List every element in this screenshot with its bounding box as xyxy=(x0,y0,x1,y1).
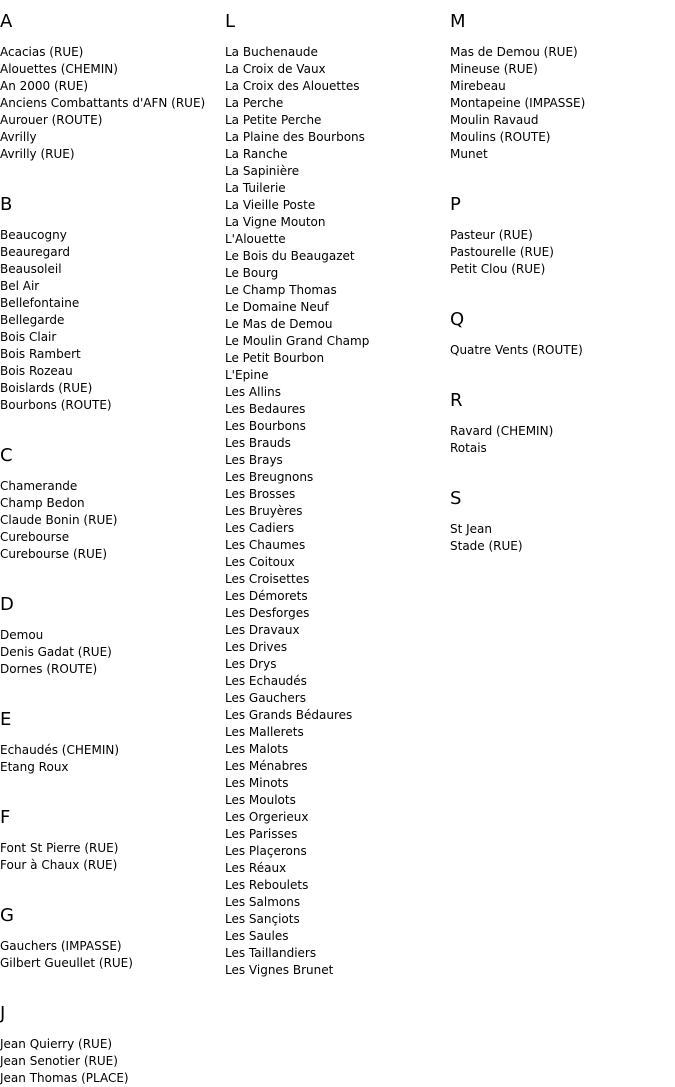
list-item xyxy=(0,95,225,112)
list-item xyxy=(0,112,225,129)
street-link-demou[interactable]: Demou xyxy=(0,628,44,642)
list-item xyxy=(450,146,675,163)
list-item xyxy=(450,538,675,555)
group-spacer xyxy=(0,972,225,992)
street-link-les-salmons[interactable]: Les Salmons xyxy=(225,895,301,909)
list-item xyxy=(225,231,450,248)
letter-group-g xyxy=(0,894,225,972)
street-link-le-petit-bourbon[interactable]: Le Petit Bourbon xyxy=(225,351,325,365)
street-link-la-tuilerie[interactable]: La Tuilerie xyxy=(225,181,286,195)
list-item xyxy=(450,129,675,146)
street-link-la-buchenaude[interactable]: La Buchenaude xyxy=(225,45,318,59)
list-item xyxy=(450,112,675,129)
letter-group-c xyxy=(0,434,225,563)
list-item xyxy=(0,363,225,380)
list-item xyxy=(225,265,450,282)
list-item xyxy=(225,537,450,554)
street-link-mineuse-rue[interactable]: Mineuse (RUE) xyxy=(450,62,538,76)
list-item xyxy=(0,78,225,95)
street-link-les-parisses[interactable]: Les Parisses xyxy=(225,827,298,841)
street-list xyxy=(450,44,675,163)
letter-group-s xyxy=(450,477,675,555)
street-link-petit-clou-rue[interactable]: Petit Clou (RUE) xyxy=(450,262,546,276)
letter-group-f xyxy=(0,796,225,874)
list-item xyxy=(225,316,450,333)
group-spacer xyxy=(450,457,675,477)
street-link-le-champ-thomas[interactable]: Le Champ Thomas xyxy=(225,283,337,297)
street-link-la-plaine-des-bourbons[interactable]: La Plaine des Bourbons xyxy=(225,130,365,144)
street-link-dornes-route[interactable]: Dornes (ROUTE) xyxy=(0,662,98,676)
directory-column-3 xyxy=(450,0,675,555)
letter-group-m xyxy=(450,0,675,163)
list-item xyxy=(0,955,225,972)
street-link-chamerande[interactable]: Chamerande xyxy=(0,479,78,493)
list-item xyxy=(225,146,450,163)
street-link-echaudes-chemin[interactable]: Echaudés (CHEMIN) xyxy=(0,743,120,757)
street-link-les-taillandiers[interactable]: Les Taillandiers xyxy=(225,946,317,960)
list-item xyxy=(0,857,225,874)
street-link-la-sapiniere[interactable]: La Sapinière xyxy=(225,164,300,178)
letter-heading: P xyxy=(450,194,461,215)
street-link-four-a-chaux-rue[interactable]: Four à Chaux (RUE) xyxy=(0,858,118,872)
letter-group-b xyxy=(0,183,225,414)
list-item xyxy=(225,622,450,639)
list-item xyxy=(225,452,450,469)
list-item xyxy=(450,261,675,278)
letter-group-d xyxy=(0,583,225,678)
street-link-le-bois-du-beaugazet[interactable]: Le Bois du Beaugazet xyxy=(225,249,355,263)
list-item xyxy=(225,44,450,61)
street-link-la-croix-de-vaux[interactable]: La Croix de Vaux xyxy=(225,62,326,76)
list-item xyxy=(0,278,225,295)
street-link-aurouer-route[interactable]: Aurouer (ROUTE) xyxy=(0,113,103,127)
street-link-font-st-pierre-rue[interactable]: Font St Pierre (RUE) xyxy=(0,841,119,855)
list-item xyxy=(0,1053,225,1070)
list-item xyxy=(450,342,675,359)
street-list xyxy=(0,44,225,163)
street-link-les-malots[interactable]: Les Malots xyxy=(225,742,289,756)
letter-heading: E xyxy=(0,709,12,730)
list-item xyxy=(0,546,225,563)
letter-heading: B xyxy=(0,194,13,215)
street-link-mirebeau[interactable]: Mirebeau xyxy=(450,79,506,93)
street-link-ravard-chemin[interactable]: Ravard (CHEMIN) xyxy=(450,424,554,438)
street-link-l-alouette[interactable]: L'Alouette xyxy=(225,232,286,246)
list-item xyxy=(225,367,450,384)
street-link-l-epine[interactable]: L'Epine xyxy=(225,368,269,382)
letter-heading: M xyxy=(450,11,466,32)
street-link-les-cadiers[interactable]: Les Cadiers xyxy=(225,521,295,535)
list-item xyxy=(225,962,450,979)
list-item xyxy=(0,1036,225,1053)
list-item xyxy=(225,843,450,860)
street-link-curebourse[interactable]: Curebourse xyxy=(0,530,70,544)
letter-heading: L xyxy=(225,11,236,32)
list-item xyxy=(0,61,225,78)
street-list xyxy=(0,478,225,563)
list-item xyxy=(0,1070,225,1087)
street-link-les-minots[interactable]: Les Minots xyxy=(225,776,289,790)
letter-group-j xyxy=(0,992,225,1087)
street-link-les-drives[interactable]: Les Drives xyxy=(225,640,288,654)
street-link-rotais[interactable]: Rotais xyxy=(450,441,487,455)
list-item xyxy=(450,227,675,244)
street-link-boislards-rue[interactable]: Boislards (RUE) xyxy=(0,381,93,395)
list-item xyxy=(450,244,675,261)
street-link-claude-bonin-rue[interactable]: Claude Bonin (RUE) xyxy=(0,513,118,527)
street-link-les-gauchers[interactable]: Les Gauchers xyxy=(225,691,306,705)
street-link-les-bourbons[interactable]: Les Bourbons xyxy=(225,419,306,433)
street-list xyxy=(450,521,675,555)
street-list xyxy=(0,227,225,414)
list-item xyxy=(0,44,225,61)
street-link-les-allins[interactable]: Les Allins xyxy=(225,385,281,399)
list-item xyxy=(450,440,675,457)
street-link-gilbert-gueullet-rue[interactable]: Gilbert Gueullet (RUE) xyxy=(0,956,133,970)
group-spacer xyxy=(450,163,675,183)
street-link-les-breugnons[interactable]: Les Breugnons xyxy=(225,470,314,484)
list-item xyxy=(0,478,225,495)
street-link-les-saules[interactable]: Les Saules xyxy=(225,929,289,943)
list-item xyxy=(225,214,450,231)
street-link-beausoleil[interactable]: Beausoleil xyxy=(0,262,62,276)
list-item xyxy=(0,661,225,678)
street-list xyxy=(450,423,675,457)
directory-column-2 xyxy=(225,0,450,979)
street-link-les-sanciots[interactable]: Les Sançiots xyxy=(225,912,300,926)
street-list xyxy=(450,227,675,278)
list-item xyxy=(225,350,450,367)
list-item xyxy=(0,529,225,546)
list-item xyxy=(225,418,450,435)
street-link-la-vieille-poste[interactable]: La Vieille Poste xyxy=(225,198,316,212)
list-item xyxy=(0,938,225,955)
street-link-la-petite-perche[interactable]: La Petite Perche xyxy=(225,113,322,127)
list-item xyxy=(0,512,225,529)
street-link-st-jean[interactable]: St Jean xyxy=(450,522,493,536)
street-link-bois-rambert[interactable]: Bois Rambert xyxy=(0,347,81,361)
list-item xyxy=(450,521,675,538)
street-list xyxy=(0,938,225,972)
list-item xyxy=(225,605,450,622)
list-item xyxy=(225,197,450,214)
street-link-bel-air[interactable]: Bel Air xyxy=(0,279,40,293)
letter-heading: R xyxy=(450,390,463,411)
street-link-jean-quierry-rue[interactable]: Jean Quierry (RUE) xyxy=(0,1037,113,1051)
street-link-acacias-rue[interactable]: Acacias (RUE) xyxy=(0,45,84,59)
list-item xyxy=(225,809,450,826)
group-spacer xyxy=(0,163,225,183)
list-item xyxy=(0,244,225,261)
list-item xyxy=(450,61,675,78)
street-link-les-mallerets[interactable]: Les Mallerets xyxy=(225,725,304,739)
street-link-avrilly[interactable]: Avrilly xyxy=(0,130,37,144)
street-link-bellegarde[interactable]: Bellegarde xyxy=(0,313,65,327)
group-spacer xyxy=(0,776,225,796)
list-item xyxy=(225,877,450,894)
list-item xyxy=(0,759,225,776)
letter-group-p xyxy=(450,183,675,278)
street-link-etang-roux[interactable]: Etang Roux xyxy=(0,760,69,774)
street-list xyxy=(0,1036,225,1087)
street-link-la-croix-des-alouettes[interactable]: La Croix des Alouettes xyxy=(225,79,360,93)
street-link-beauregard[interactable]: Beauregard xyxy=(0,245,70,259)
list-item xyxy=(225,792,450,809)
street-link-les-grands-bedaures[interactable]: Les Grands Bédaures xyxy=(225,708,353,722)
street-link-les-bruyeres[interactable]: Les Bruyères xyxy=(225,504,303,518)
list-item xyxy=(0,644,225,661)
group-spacer xyxy=(0,414,225,434)
street-link-le-moulin-grand-champ[interactable]: Le Moulin Grand Champ xyxy=(225,334,370,348)
street-link-les-brays[interactable]: Les Brays xyxy=(225,453,283,467)
list-item xyxy=(225,95,450,112)
letter-group-a xyxy=(0,0,225,163)
street-link-les-vignes-brunet[interactable]: Les Vignes Brunet xyxy=(225,963,334,977)
list-item xyxy=(0,495,225,512)
list-item xyxy=(450,78,675,95)
street-link-an-2000-rue[interactable]: An 2000 (RUE) xyxy=(0,79,89,93)
street-link-les-moulots[interactable]: Les Moulots xyxy=(225,793,296,807)
street-link-le-domaine-neuf[interactable]: Le Domaine Neuf xyxy=(225,300,329,314)
list-item xyxy=(225,180,450,197)
list-item xyxy=(225,690,450,707)
street-link-moulins-route[interactable]: Moulins (ROUTE) xyxy=(450,130,551,144)
list-item xyxy=(0,295,225,312)
list-item xyxy=(225,826,450,843)
street-link-bois-clair[interactable]: Bois Clair xyxy=(0,330,57,344)
street-link-stade-rue[interactable]: Stade (RUE) xyxy=(450,539,523,553)
list-item xyxy=(225,673,450,690)
list-item xyxy=(0,227,225,244)
letter-heading: S xyxy=(450,488,462,509)
street-link-curebourse-rue[interactable]: Curebourse (RUE) xyxy=(0,547,108,561)
street-link-pasteur-rue[interactable]: Pasteur (RUE) xyxy=(450,228,533,242)
list-item xyxy=(225,928,450,945)
street-link-jean-thomas-place[interactable]: Jean Thomas (PLACE) xyxy=(0,1071,129,1085)
street-link-les-chaumes[interactable]: Les Chaumes xyxy=(225,538,306,552)
list-item xyxy=(225,129,450,146)
list-item xyxy=(225,435,450,452)
list-item xyxy=(0,329,225,346)
street-list xyxy=(0,742,225,776)
group-spacer xyxy=(0,874,225,894)
list-item xyxy=(225,758,450,775)
street-link-la-vigne-mouton[interactable]: La Vigne Mouton xyxy=(225,215,326,229)
letter-heading: A xyxy=(0,11,13,32)
street-link-la-ranche[interactable]: La Ranche xyxy=(225,147,288,161)
list-item xyxy=(0,346,225,363)
letter-group-q xyxy=(450,298,675,359)
street-link-les-coitoux[interactable]: Les Coitoux xyxy=(225,555,295,569)
list-item xyxy=(225,384,450,401)
street-link-les-demorets[interactable]: Les Démorets xyxy=(225,589,308,603)
street-list xyxy=(225,44,450,979)
street-link-la-perche[interactable]: La Perche xyxy=(225,96,284,110)
street-link-les-menabres[interactable]: Les Ménabres xyxy=(225,759,308,773)
list-item xyxy=(450,44,675,61)
street-link-pastourelle-rue[interactable]: Pastourelle (RUE) xyxy=(450,245,554,259)
list-item xyxy=(225,894,450,911)
group-spacer xyxy=(450,278,675,298)
street-link-bois-rozeau[interactable]: Bois Rozeau xyxy=(0,364,73,378)
list-item xyxy=(225,707,450,724)
list-item xyxy=(0,742,225,759)
street-link-avrilly-rue[interactable]: Avrilly (RUE) xyxy=(0,147,75,161)
list-item xyxy=(0,129,225,146)
list-item xyxy=(0,840,225,857)
street-link-mas-de-demou-rue[interactable]: Mas de Demou (RUE) xyxy=(450,45,578,59)
list-item xyxy=(450,95,675,112)
group-spacer xyxy=(450,359,675,379)
street-link-les-desforges[interactable]: Les Desforges xyxy=(225,606,310,620)
list-item xyxy=(225,486,450,503)
list-item xyxy=(225,333,450,350)
street-link-denis-gadat-rue[interactable]: Denis Gadat (RUE) xyxy=(0,645,112,659)
letter-heading: D xyxy=(0,594,14,615)
street-link-les-echaudes[interactable]: Les Echaudés xyxy=(225,674,307,688)
street-list xyxy=(0,627,225,678)
list-item xyxy=(225,163,450,180)
street-link-les-dravaux[interactable]: Les Dravaux xyxy=(225,623,300,637)
street-link-les-brauds[interactable]: Les Brauds xyxy=(225,436,291,450)
list-item xyxy=(225,639,450,656)
list-item xyxy=(225,61,450,78)
list-item xyxy=(225,741,450,758)
list-item xyxy=(225,469,450,486)
letter-heading: J xyxy=(0,1003,6,1024)
group-spacer xyxy=(0,563,225,583)
street-link-les-croisettes[interactable]: Les Croisettes xyxy=(225,572,310,586)
list-item xyxy=(225,911,450,928)
street-link-bellefontaine[interactable]: Bellefontaine xyxy=(0,296,80,310)
street-link-les-placerons[interactable]: Les Plaçerons xyxy=(225,844,307,858)
letter-group-l xyxy=(225,0,450,979)
street-link-beaucogny[interactable]: Beaucogny xyxy=(0,228,67,242)
directory-column-1 xyxy=(0,0,225,1087)
street-list xyxy=(0,840,225,874)
street-list xyxy=(450,342,675,359)
street-link-gauchers-impasse[interactable]: Gauchers (IMPASSE) xyxy=(0,939,122,953)
list-item xyxy=(0,380,225,397)
letter-heading: Q xyxy=(450,309,465,330)
street-link-les-drys[interactable]: Les Drys xyxy=(225,657,277,671)
street-link-munet[interactable]: Munet xyxy=(450,147,488,161)
list-item xyxy=(225,554,450,571)
list-item xyxy=(225,945,450,962)
list-item xyxy=(225,248,450,265)
list-item xyxy=(225,860,450,877)
street-link-jean-senotier-rue[interactable]: Jean Senotier (RUE) xyxy=(0,1054,118,1068)
street-link-les-bedaures[interactable]: Les Bedaures xyxy=(225,402,306,416)
list-item xyxy=(225,656,450,673)
list-item xyxy=(0,397,225,414)
letter-heading: F xyxy=(0,807,11,828)
list-item xyxy=(225,282,450,299)
letter-group-e xyxy=(0,698,225,776)
street-link-les-reboulets[interactable]: Les Reboulets xyxy=(225,878,309,892)
list-item xyxy=(0,261,225,278)
street-link-moulin-ravaud[interactable]: Moulin Ravaud xyxy=(450,113,539,127)
list-item xyxy=(225,503,450,520)
street-link-les-reaux[interactable]: Les Réaux xyxy=(225,861,287,875)
list-item xyxy=(225,112,450,129)
street-link-anciens-combattants-d-afn-rue[interactable]: Anciens Combattants d'AFN (RUE) xyxy=(0,96,206,110)
list-item xyxy=(225,775,450,792)
list-item xyxy=(225,520,450,537)
street-link-bourbons-route[interactable]: Bourbons (ROUTE) xyxy=(0,398,112,412)
street-link-le-bourg[interactable]: Le Bourg xyxy=(225,266,279,280)
street-link-montapeine-impasse[interactable]: Montapeine (IMPASSE) xyxy=(450,96,586,110)
street-link-quatre-vents-route[interactable]: Quatre Vents (ROUTE) xyxy=(450,343,583,357)
list-item xyxy=(0,627,225,644)
street-link-les-orgerieux[interactable]: Les Orgerieux xyxy=(225,810,309,824)
list-item xyxy=(225,299,450,316)
street-link-alouettes-chemin[interactable]: Alouettes (CHEMIN) xyxy=(0,62,118,76)
list-item xyxy=(225,571,450,588)
street-link-le-mas-de-demou[interactable]: Le Mas de Demou xyxy=(225,317,333,331)
list-item xyxy=(0,312,225,329)
letter-heading: G xyxy=(0,905,14,926)
list-item xyxy=(225,401,450,418)
letter-group-r xyxy=(450,379,675,457)
street-link-les-brosses[interactable]: Les Brosses xyxy=(225,487,296,501)
list-item xyxy=(0,146,225,163)
list-item xyxy=(225,588,450,605)
list-item xyxy=(225,724,450,741)
list-item xyxy=(450,423,675,440)
street-link-champ-bedon[interactable]: Champ Bedon xyxy=(0,496,85,510)
group-spacer xyxy=(0,678,225,698)
letter-heading: C xyxy=(0,445,13,466)
list-item xyxy=(225,78,450,95)
